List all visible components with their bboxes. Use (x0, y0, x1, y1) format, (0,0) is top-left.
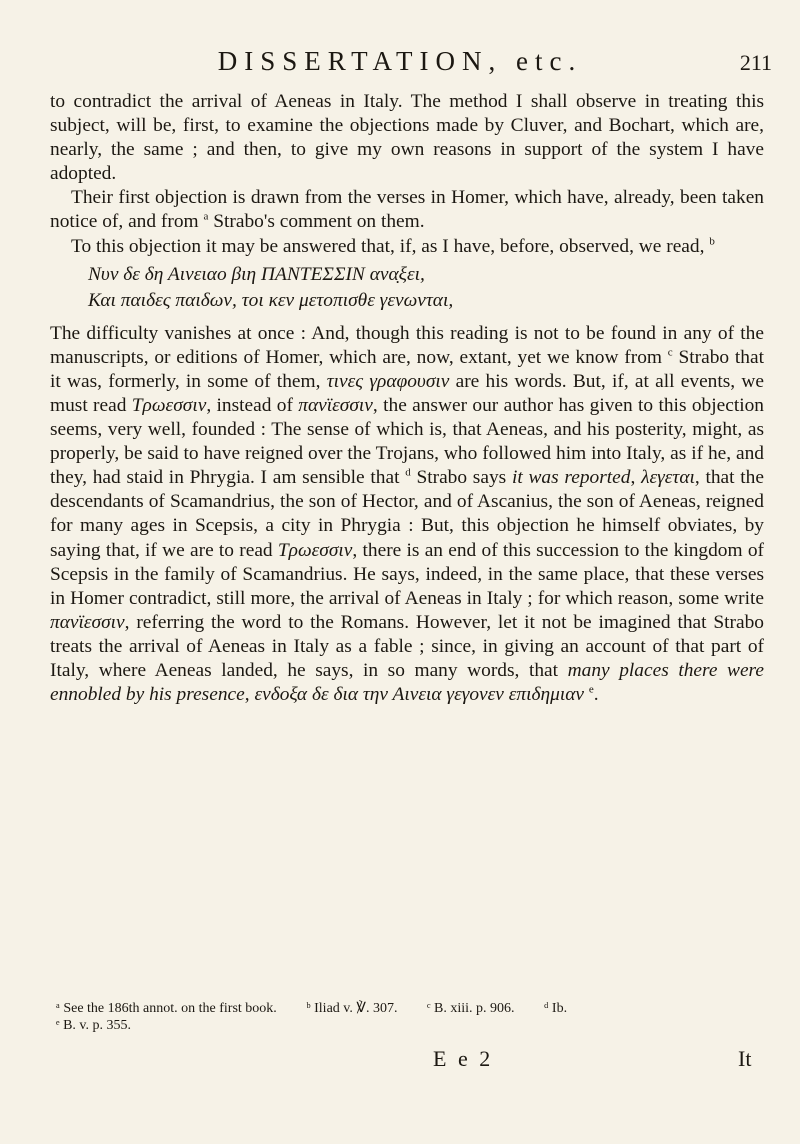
verse-line-1: Νυν δε δη Αινειαο βιη ΠΑΝΤΕΣΣΙΝ ανα̣ξει, (88, 263, 425, 285)
p4-text-d: , instead of (206, 394, 293, 416)
greek-phrase-7: ενδοξα δε δια την Αινεια γεγονεν επιδημιαν (254, 684, 585, 706)
signature-mark: E e 2 (433, 1046, 494, 1071)
p4-text-i: , there is an end of this succession to the kingdom of Scepsis in the family of Scamandrius. He says, indeed, in the same place, that these verses in Homer contradict, still more, the arrival of Aeneas in Italy ; for which reason, some write (50, 539, 764, 609)
paragraph-2-text-b: Strabo's comment on them. (208, 211, 425, 233)
footnote-a: ᵃ See the 186th annot. on the first book. (56, 1001, 277, 1016)
paragraph-4 (50, 322, 764, 708)
p4-text-a: The difficulty vanishes at once : And, though this reading is not to be found in any of the manuscripts, or editions of Homer, which are, now, extant, yet we know from (50, 322, 764, 368)
p4-text-j: , referring the word to the Romans. However, let it not be imagined that Strabo treats the arrival of Aeneas in Italy as a fable ; since, in giving an account of that part of Italy, where Aeneas landed, he says, in so many words, that (50, 611, 764, 681)
greek-phrase-4: λεγεται (641, 467, 695, 489)
greek-phrase-3: πανϊεσσιν (298, 394, 373, 416)
p4-text-b: Strabo that it was, formerly, in some of them, (50, 346, 764, 392)
footnote-e: ᵉ B. v. p. 355. (56, 1018, 132, 1033)
p4-text-e: , the answer our author has given to this objection seems, very well, founded : The sense of which is, that Aeneas, and his posterity, might, as properly, be said to have reigned over the Trojans, who followed him into Italy, as if he, and they, had staid in Phrygia. I am sensible that (50, 394, 764, 489)
verse-line-2: Και παιδες παιδων, τοι κεν μετοπισθε γενωνται, (88, 289, 454, 311)
p4-text-l: . (593, 684, 599, 706)
paragraph-3 (50, 235, 764, 259)
paragraph-1: to contradict the arrival of Aeneas in Italy. The method I shall observe in treating this subject, will be, first, to examine the objections made by Cluver, and Bochart, which are, nearly, the same ; and then, to give my own reasons in support of the system I have adopted. (50, 91, 764, 185)
p4-text-c: are his words. But, if, at all events, we must read (50, 370, 764, 416)
p4-text-k: , (244, 684, 250, 706)
greek-phrase-2: Τρωεσσιν (131, 394, 207, 416)
footnote-ref-a: a (203, 211, 209, 223)
paragraph-2-text-a: Their first objection is drawn from the verses in Homer, which have, already, been taken notice of, and from (50, 187, 764, 233)
greek-verse (50, 262, 764, 314)
running-header (0, 46, 800, 86)
page-number: 211 (739, 50, 772, 75)
p4-text-f: Strabo says (410, 467, 507, 489)
italic-phrase-1: it was reported (511, 467, 631, 489)
italic-phrase-2: many places there were ennobled by his presence (50, 659, 764, 706)
footnote-c: ᶜ B. xiii. p. 906. (426, 1001, 515, 1016)
footnote-ref-d: d (405, 466, 411, 479)
catchword: It (738, 1046, 752, 1071)
running-title: DISSERTATION, etc. (217, 46, 583, 76)
footnote-ref-e: e (588, 683, 594, 696)
paragraph-2 (50, 186, 764, 234)
greek-phrase-1: τινες γραφουσιν (326, 370, 450, 392)
p4-text-g: , (630, 467, 636, 489)
footnote-b: ᵇ Iliad v. ℣. 307. (306, 1001, 398, 1016)
p4-text-h: , that the descendants of Scamandrius, the son of Hector, and of Ascanius, the son of Aeneas, reigned for many ages in Scepsis, a city in Phrygia : But, this objection he himself obviates, by saying that, if we are to read (50, 467, 764, 561)
footnote-line-2 (56, 1017, 766, 1034)
footnote-ref-c: c (667, 346, 673, 359)
footnote-ref-b: b (709, 235, 715, 248)
footnote-d: ᵈ Ib. (544, 1001, 568, 1016)
footnotes (56, 1000, 766, 1034)
paragraph-3-text: To this objection it may be answered that, if, as I have, before, observed, we read, (71, 235, 705, 257)
greek-phrase-6: πανϊεσσιν (50, 611, 125, 633)
greek-phrase-5: Τρωεσσιν (277, 539, 353, 561)
footnote-line-1 (56, 1000, 766, 1017)
main-text (50, 90, 764, 707)
